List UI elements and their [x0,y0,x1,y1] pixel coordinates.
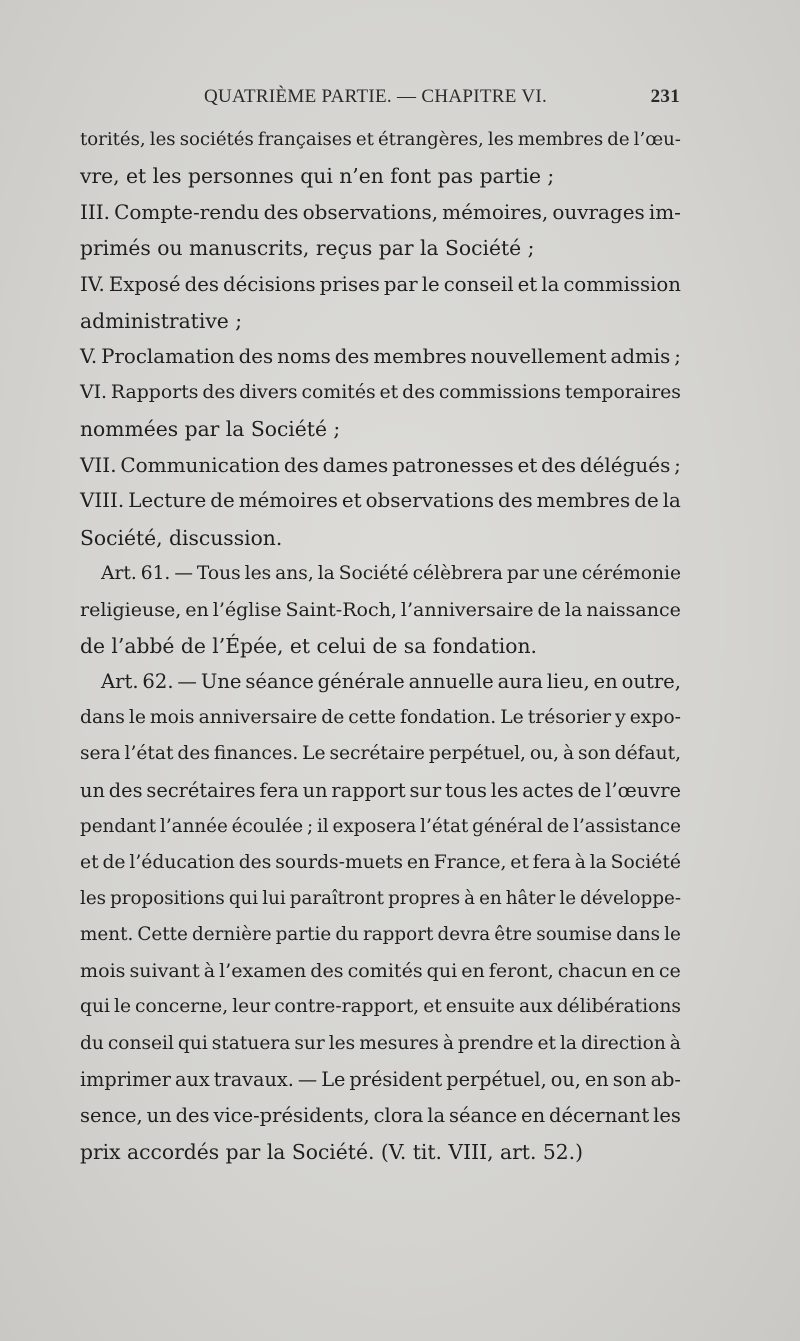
page-number: 231 [650,86,680,107]
text-line: Art. 62. — Une séance générale annuelle aura lieu, en outre, [101,670,681,694]
text-line: un des secrétaires fera un rapport sur tous les actes de l’œuvre [80,778,681,802]
text-line: dans le mois anniversaire de cette fondation. Le trésorier y expo- [80,707,681,729]
text-line: ment. Cette dernière partie du rapport devra être soumise dans le [80,924,681,946]
text-line: VIII. Lecture de mémoires et observations des membres de la [80,489,681,513]
text-line: Art. 61. — Tous les ans, la Société célèbrera par une cérémonie [101,562,681,584]
text-line: de l’abbé de l’Épée, et celui de sa fondation. [80,633,537,658]
body-text [80,122,681,1170]
text-line: IV. Exposé des décisions prises par le conseil et la commission [80,272,681,296]
text-line: les propositions qui lui paraîtront propres à en hâter le développe- [80,887,681,909]
text-line: V. Proclamation des noms des membres nouvellement admis ; [80,344,681,368]
text-line: primés ou manuscrits, reçus par la Société ; [80,236,535,261]
text-line: VI. Rapports des divers comités et des commissions temporaires [80,381,681,403]
text-line: pendant l’année écoulée ; il exposera l’état général de l’assistance [80,815,681,837]
text-line: religieuse, en l’église Saint-Roch, l’anniversaire de la naissance [80,598,681,621]
page-header [80,86,680,114]
text-line: torités, les sociétés françaises et étrangères, les membres de l’œu- [80,129,681,150]
text-line: VII. Communication des dames patronesses et des délégués ; [80,453,681,478]
text-line: prix accordés par la Société. (V. tit. VIII, art. 52.) [80,1139,583,1164]
text-line: administrative ; [80,308,243,333]
text-line: imprimer aux travaux. — Le président perpétuel, ou, en son ab- [80,1067,681,1091]
text-line: mois suivant à l’examen des comités qui en feront, chacun en ce [80,959,681,983]
running-head: QUATRIÈME PARTIE. — CHAPITRE VI. [204,86,548,107]
text-line: du conseil qui statuera sur les mesures à prendre et la direction à [80,1032,681,1054]
text-line: sera l’état des finances. Le secrétaire perpétuel, ou, à son défaut, [80,743,681,765]
text-line: qui le concerne, leur contre-rapport, et ensuite aux délibérations [80,996,681,1018]
text-line: sence, un des vice-présidents, clora la séance en décernant les [80,1103,681,1127]
text-line: nommées par la Société ; [80,417,341,442]
text-line: III. Compte-rendu des observations, mémoires, ouvrages im- [80,200,681,225]
text-line: vre, et les personnes qui n’en font pas partie ; [80,164,555,189]
text-line: Société, discussion. [80,525,283,550]
text-line: et de l’éducation des sourds-muets en France, et fera à la Société [80,851,681,873]
